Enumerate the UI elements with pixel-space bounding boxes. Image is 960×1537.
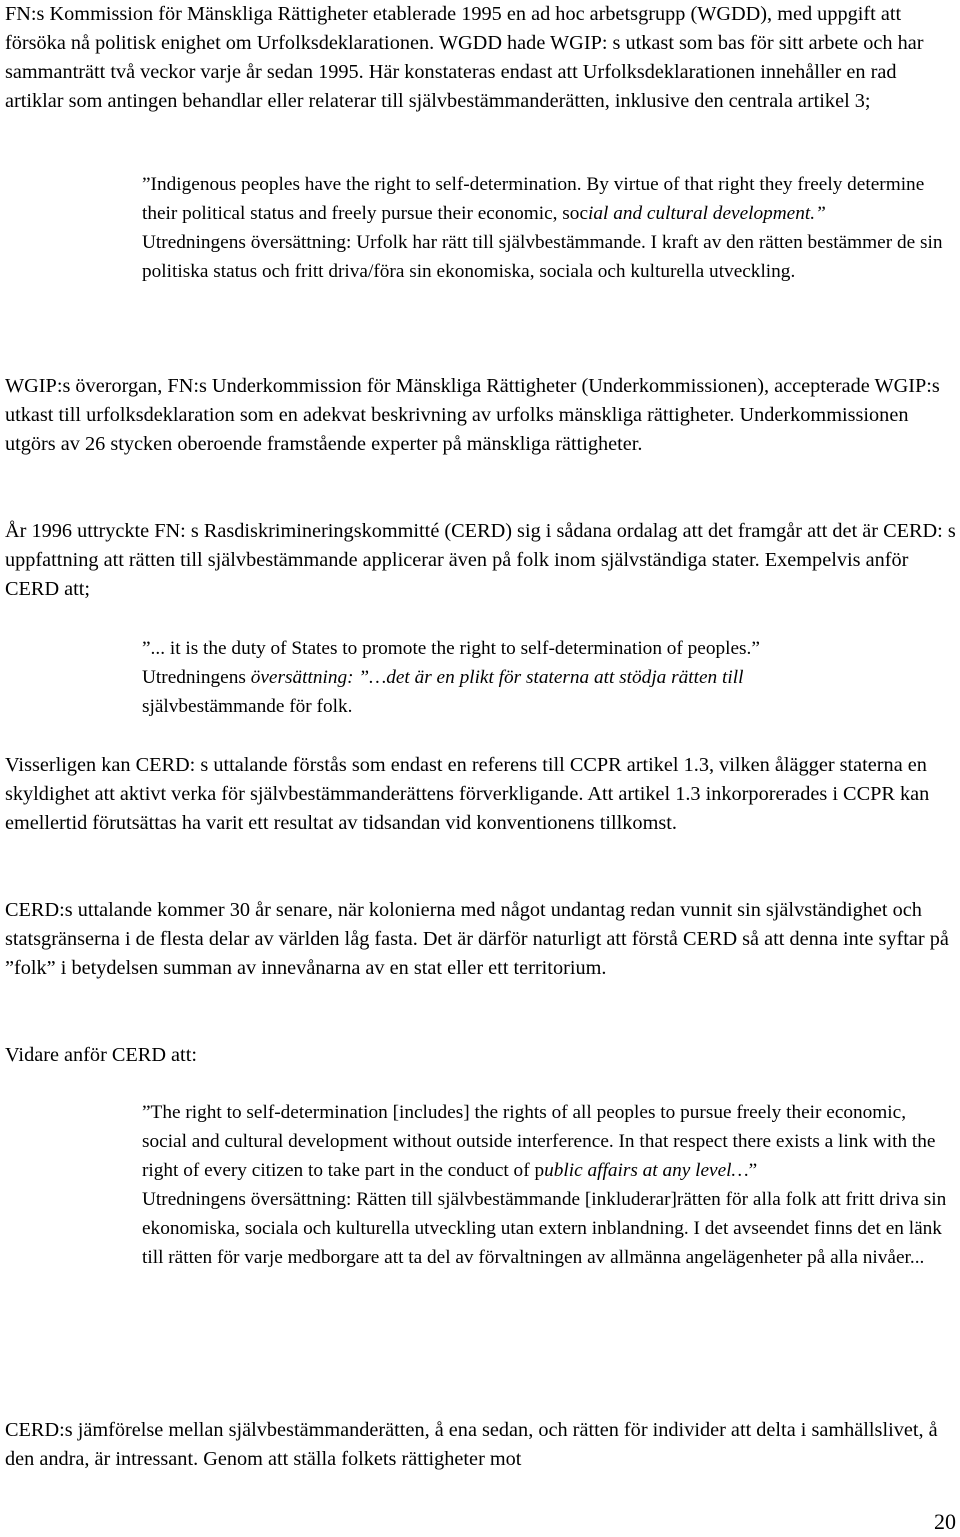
quote-duty-of-states xyxy=(142,634,947,721)
quote-text-italic: ublic affairs at any level… xyxy=(544,1160,749,1181)
paragraph-vidare: Vidare anför CERD att: xyxy=(5,1044,197,1066)
quote-text-end: ” xyxy=(815,203,826,224)
quote-text-start: ”Indigenous peoples have the right to self-determination. By virtue of that right they freely determine their political status and freely pursue their economic, soc xyxy=(142,174,925,224)
quote-article-3 xyxy=(142,170,947,286)
page-number: 20 xyxy=(934,1509,956,1534)
paragraph-jamforelse: CERD:s jämförelse mellan självbestämmanderätten, å ena sedan, och rätten för individer att delta i samhällslivet, å den andra, är intressant. Genom att ställa folkets rättigheter mot xyxy=(5,1419,938,1470)
paragraph-ccpr: Visserligen kan CERD: s uttalande förstås som endast en referens till CCPR artikel 1.3, vilken ålägger staterna en skyldighet att aktivt verka för självbestämmanderättens förverkligande. Att artikel 1.3 inkorporerades i CCPR kan emellertid förutsättas ha varit ett resultat av tidsandan vid konventionens tillkomst. xyxy=(5,754,930,834)
quote-translation: Utredningens översättning: Rätten till självbestämmande [inkluderar]rätten för alla folk att fritt driva sin ekonomiska, sociala och kulturella utveckling utan extern inblandning. I det avseendet finns det en länk till rätten för varje medborgare att ta del av förvaltningen av allmänna angelägenheter på alla nivåer... xyxy=(142,1189,947,1268)
quote-translation-italic: översättning: ”…det är en plikt för staterna att stödja rätten till xyxy=(250,667,744,688)
paragraph-underkommission: WGIP:s överorgan, FN:s Underkommission för Mänskliga Rättigheter (Underkommissionen), accepterade WGIP:s utkast till urfolksdeklaration som en adekvat beskrivning av urfolks mänskliga rättigheter. Underkommissionen utgörs av 26 stycken oberoende framstående experter på mänskliga rättigheter. xyxy=(5,375,940,455)
quote-translation: Utredningens översättning: Urfolk har rätt till självbestämmande. I kraft av den rätten bestämmer de sin politiska status och fritt driva/föra sin ekonomiska, sociala och kulturella utveckling. xyxy=(142,232,943,282)
quote-text xyxy=(142,170,947,228)
quote-text-italic: ial and cultural development. xyxy=(588,203,816,224)
quote-includes-rights xyxy=(142,1098,947,1272)
quote-text-start: ”The right to self-determination [includes] the rights of all peoples to pursue freely their economic, social and cultural development without outside interference. In that respect there exists a link with the right of every citizen to take part in the conduct of p xyxy=(142,1102,936,1181)
paragraph-wgdd: FN:s Kommission för Mänskliga Rättigheter etablerade 1995 en ad hoc arbetsgrupp (WGDD), med uppgift att försöka nå politisk enighet om Urfolksdeklarationen. WGDD hade WGIP: s utkast som bas för sitt arbete och har sammanträtt två veckor varje år sedan 1995. Här konstateras endast att Urfolksdeklarationen innehåller en rad artiklar som antingen behandlar eller relaterar till självbestämmanderätten, inklusive den centrala artikel 3; xyxy=(5,3,924,112)
paragraph-cerd-1996: År 1996 uttryckte FN: s Rasdiskrimineringskommitté (CERD) sig i sådana ordalag att det framgår att det är CERD: s uppfattning att rätten till självbestämmande applicerar även på folk inom självständiga stater. Exempelvis anför CERD att; xyxy=(5,520,956,600)
quote-text xyxy=(142,1098,947,1185)
quote-translation-start: Utredningens xyxy=(142,667,251,688)
quote-text: ”... it is the duty of States to promote the right to self-determination of peoples.” xyxy=(142,638,760,659)
paragraph-cerd-30-years: CERD:s uttalande kommer 30 år senare, när kolonierna med något undantag redan vunnit sin självständighet och statsgränserna i de flesta delar av världen låg fasta. Det är därför naturligt att förstå CERD så att denna inte syftar på ”folk” i betydelsen summan av innevånarna av en stat eller ett territorium. xyxy=(5,899,949,979)
quote-translation-end: självbestämmande för folk. xyxy=(142,696,353,717)
quote-translation xyxy=(142,663,947,692)
quote-text-end: ” xyxy=(748,1160,758,1181)
